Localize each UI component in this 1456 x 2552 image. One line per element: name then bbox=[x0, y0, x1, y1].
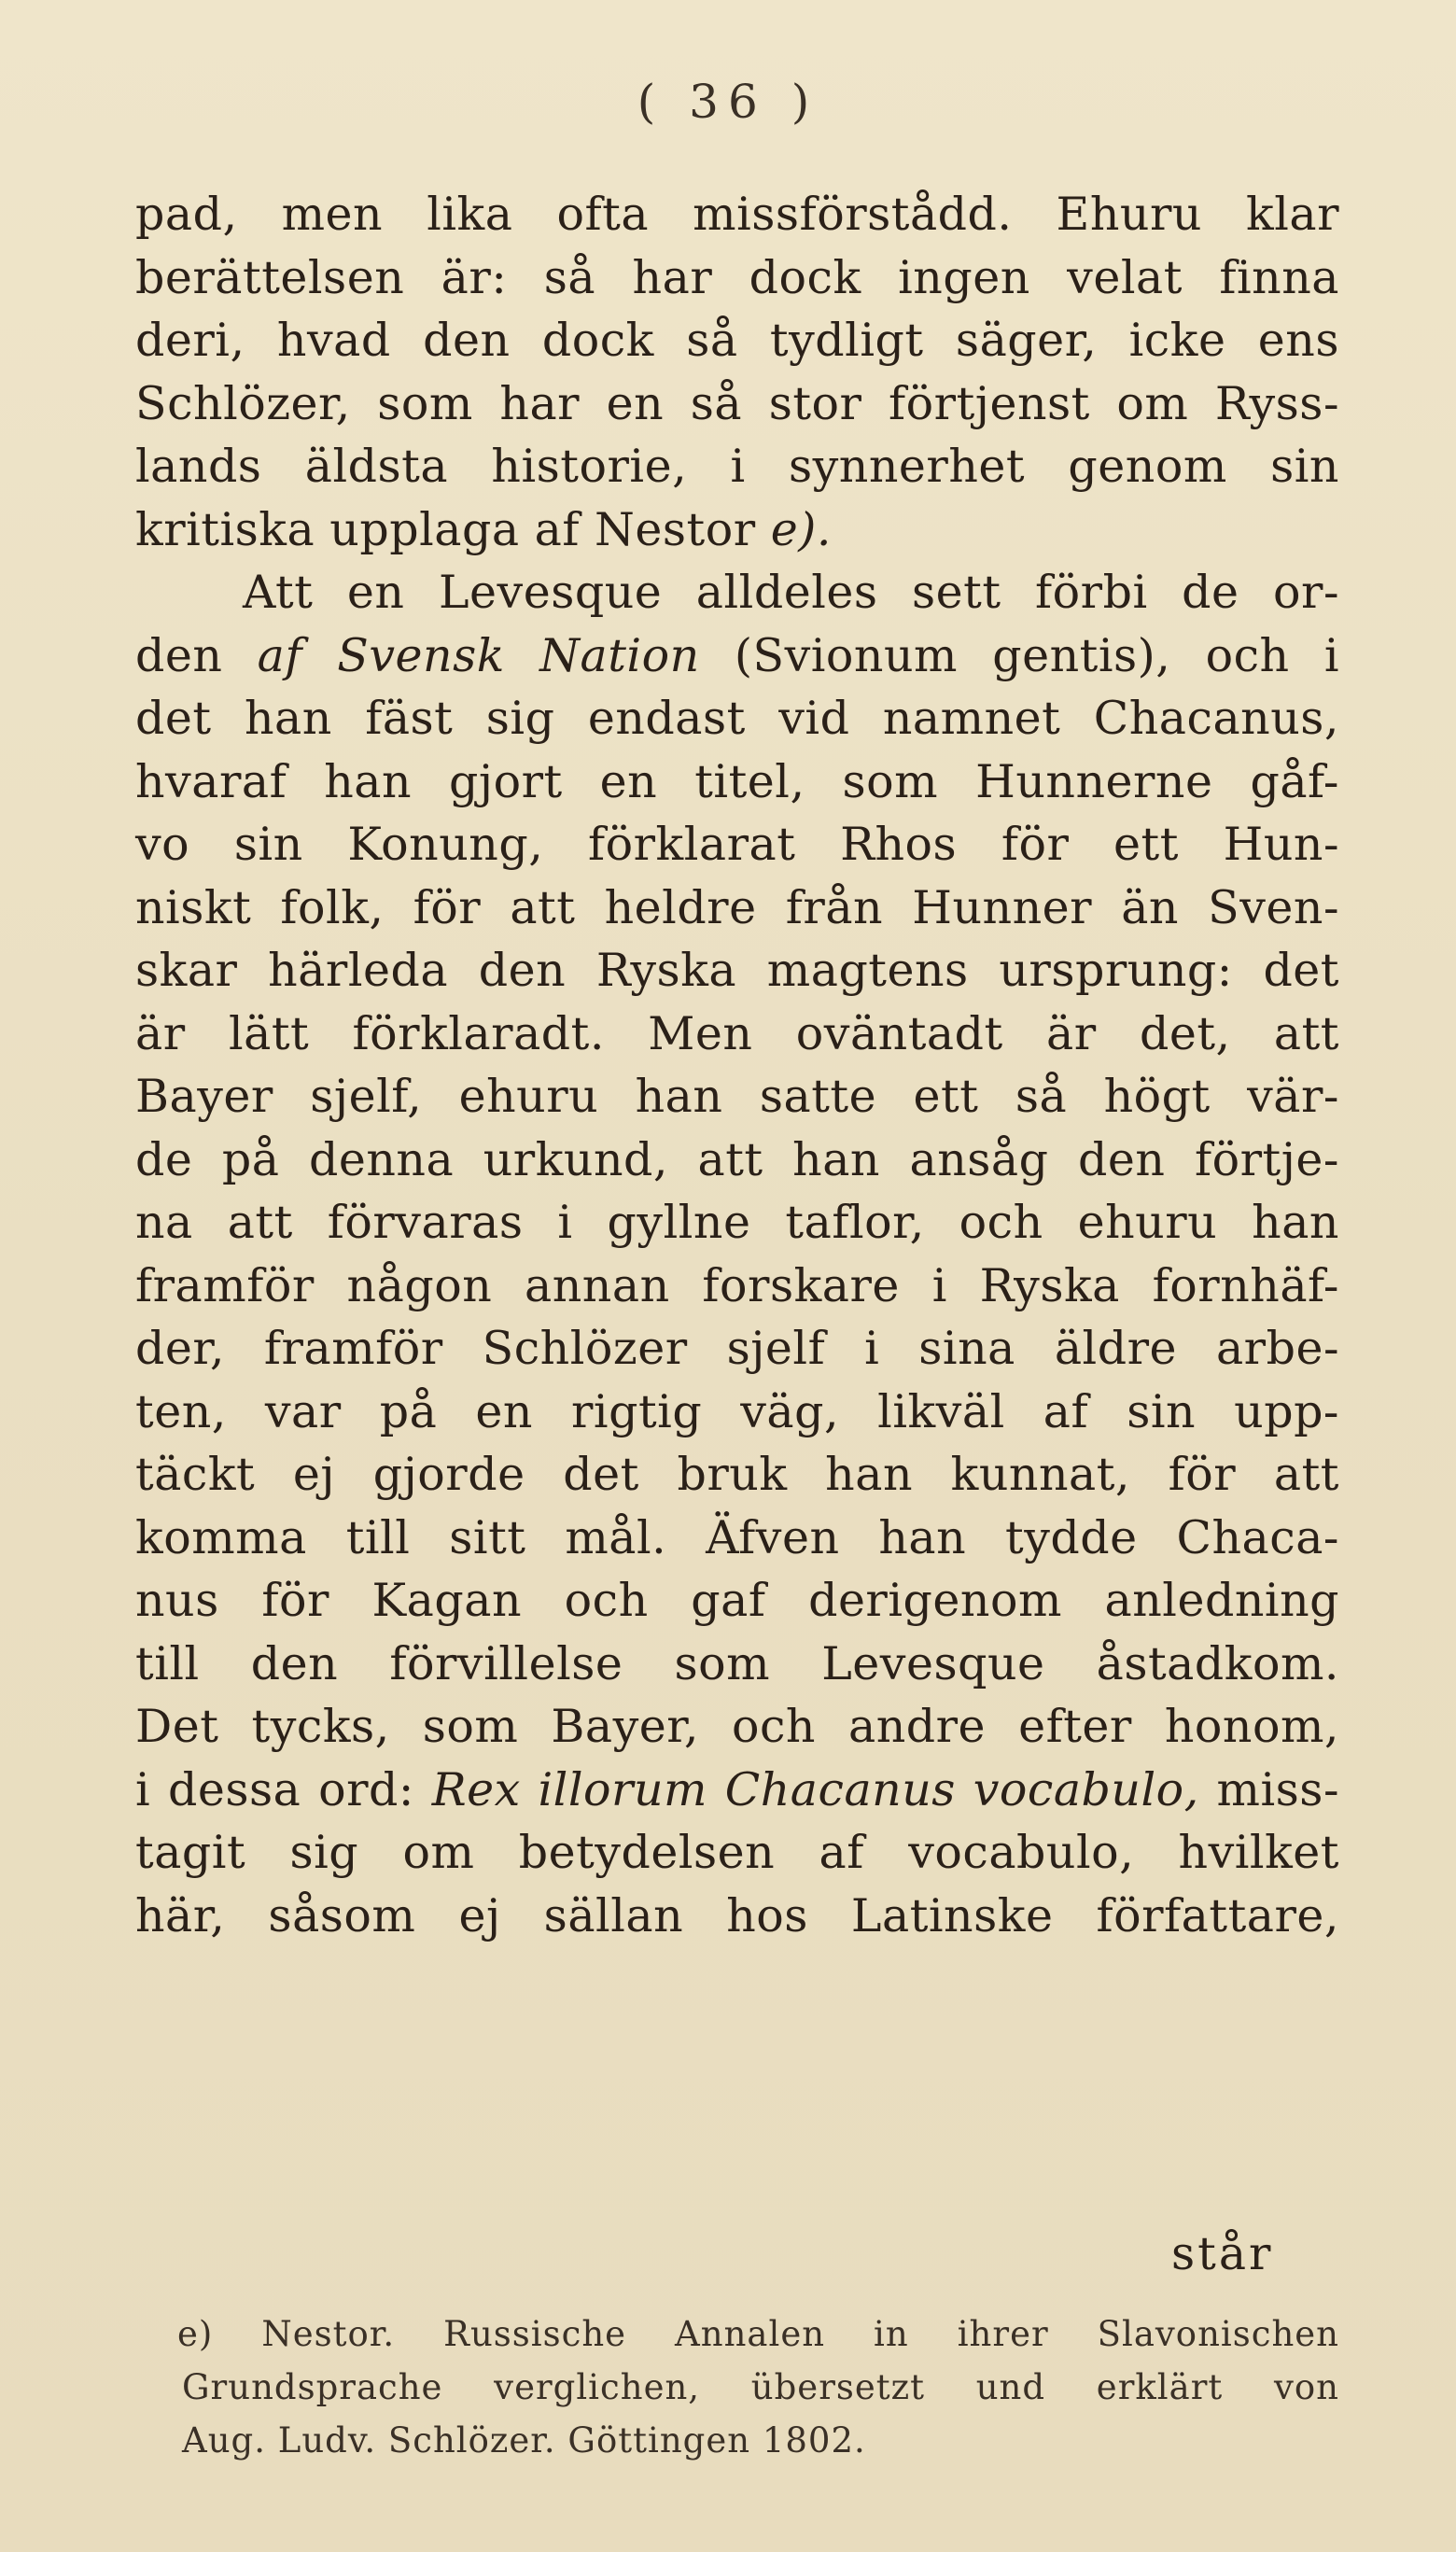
text-line: skar härleda den Ryska magtens ursprung: det bbox=[135, 944, 1339, 997]
page-number: ( 36 ) bbox=[637, 75, 819, 129]
text-line: i dessa ord: Rex illorum Chacanus vocabulo, miss- bbox=[135, 1762, 1340, 1816]
footnote bbox=[177, 2307, 1339, 2467]
text-line: komma till sitt mål. Äfven han tydde Chaca- bbox=[135, 1510, 1339, 1564]
text-line: vo sin Konung, förklarat Rhos för ett Hun- bbox=[135, 818, 1339, 871]
text-line: till den förvillelse som Levesque åstadkom. bbox=[135, 1636, 1339, 1690]
text-line: här, såsom ej sällan hos Latinske författare, bbox=[135, 1888, 1339, 1942]
text-line: de på denna urkund, att han ansåg den förtje- bbox=[135, 1132, 1339, 1186]
text-line: kritiska upplaga af Nestor e). bbox=[135, 502, 832, 556]
text-line: tagit sig om betydelsen af vocabulo, hvilket bbox=[135, 1826, 1339, 1879]
body-text bbox=[135, 183, 1339, 1947]
text-line: den af Svensk Nation (Svionum gentis), och i bbox=[135, 628, 1340, 682]
text-line: Schlözer, som har en så stor förtjenst om Ryss- bbox=[135, 376, 1339, 430]
footnote-line: e) Nestor. Russische Annalen in ihrer Slavonischen bbox=[177, 2314, 1339, 2354]
text-line: Bayer sjelf, ehuru han satte ett så högt vär- bbox=[135, 1070, 1339, 1123]
text-line: lands äldsta historie, i synnerhet genom sin bbox=[135, 440, 1339, 493]
footnote-line: Aug. Ludv. Schlözer. Göttingen 1802. bbox=[182, 2420, 866, 2461]
text-line: nus för Kagan och gaf derigenom anledning bbox=[135, 1574, 1339, 1627]
italic-text: e). bbox=[755, 502, 832, 556]
text-line: na att förvaras i gyllne taflor, och ehuru han bbox=[135, 1196, 1339, 1249]
italic-text: Rex illorum Chacanus vocabulo, bbox=[431, 1762, 1199, 1816]
text-line: ten, var på en rigtig väg, likväl af sin upp- bbox=[135, 1384, 1339, 1438]
text-line: niskt folk, för att heldre från Hunner än Sven- bbox=[135, 880, 1339, 934]
text-line: Det tycks, som Bayer, och andre efter honom, bbox=[135, 1700, 1339, 1753]
text-line: der, framför Schlözer sjelf i sina äldre arbe- bbox=[135, 1322, 1339, 1375]
text-line: deri, hvad den dock så tydligt säger, icke ens bbox=[135, 314, 1339, 367]
text-line: Att en Levesque alldeles sett förbi de or- bbox=[243, 566, 1339, 619]
text-line: pad, men lika ofta missförstådd. Ehuru klar bbox=[135, 188, 1339, 241]
text-line: hvaraf han gjort en titel, som Hunnerne gåf- bbox=[135, 754, 1339, 808]
italic-text: af Svensk Nation bbox=[257, 628, 700, 682]
footnote-line: Grundsprache verglichen, übersetzt und erklärt von bbox=[182, 2367, 1339, 2407]
text-line: berättelsen är: så har dock ingen velat finna bbox=[135, 250, 1339, 304]
text-line: täckt ej gjorde det bruk han kunnat, för att bbox=[135, 1448, 1339, 1501]
text-line: framför någon annan forskare i Ryska fornhäf- bbox=[135, 1258, 1339, 1312]
text-line: det han fäst sig endast vid namnet Chacanus, bbox=[135, 692, 1339, 745]
catchword: står bbox=[1171, 2227, 1274, 2280]
text-line: är lätt förklaradt. Men oväntadt är det, att bbox=[135, 1006, 1339, 1060]
